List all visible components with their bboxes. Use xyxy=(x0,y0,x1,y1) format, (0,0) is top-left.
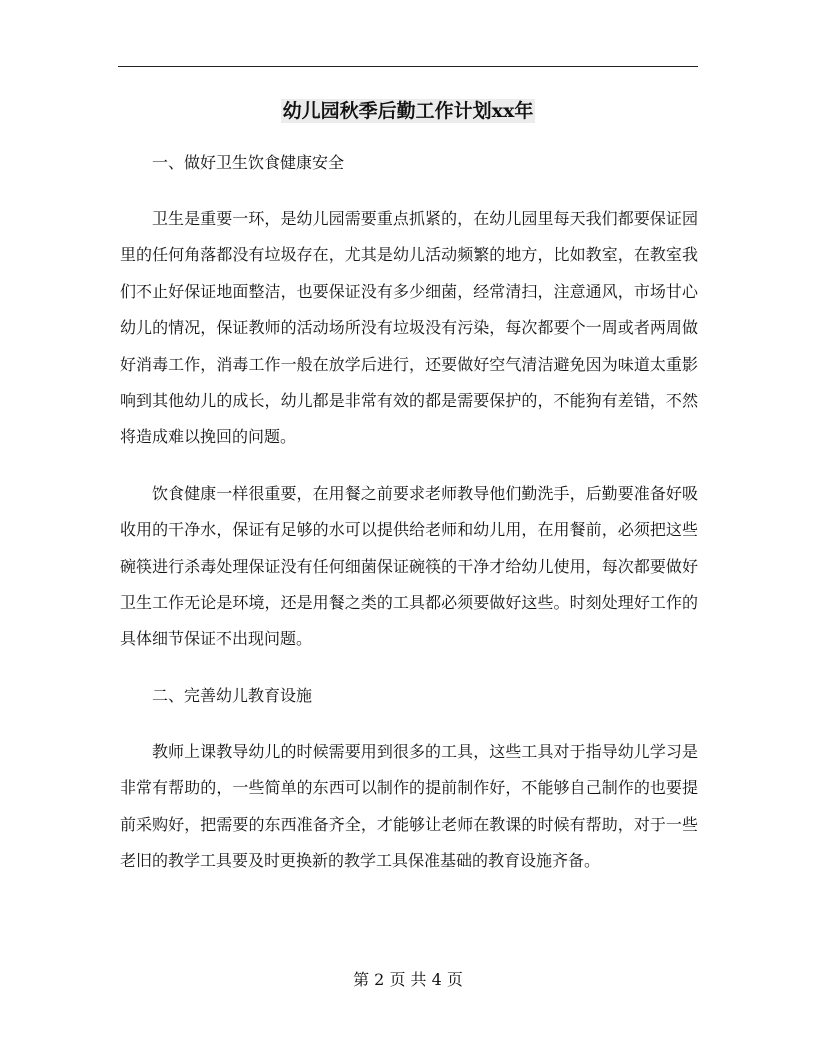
document-title xyxy=(118,96,698,126)
section-1-paragraph-2: 饮食健康一样很重要，在用餐之前要求老师教导他们勤洗手，后勤要准备好吸收用的干净水，保证有足够的水可以提供给老师和幼儿用，在用餐前，必须把这些碗筷进行杀毒处理保证没有任何细菌保证碗筷的干净才给幼儿使用，每次都要做好卫生工作无论是环境，还是用餐之类的工具都必须要做好这些。时刻处理好工作的具体细节保证不出现问题。 xyxy=(120,483,698,649)
section-1-paragraph-1: 卫生是重要一环，是幼儿园需要重点抓紧的，在幼儿园里每天我们都要保证园里的任何角落都没有垃圾存在，尤其是幼儿活动频繁的地方，比如教室，在教室我们不止好保证地面整洁，也要保证没有多少细菌，经常清扫，注意通风，市场甘心幼儿的情况，保证教师的活动场所没有垃圾没有污染，每次都要个一周或者两周做好消毒工作，消毒工作一般在放学后进行，还要做好空气清洁避免因为味道太重影响到其他幼儿的成长，幼儿都是非常有效的都是需要保护的，不能狗有差错，不然将造成难以挽回的问题。 xyxy=(120,209,698,447)
document-body xyxy=(120,145,698,880)
spacer xyxy=(120,658,698,678)
section-2-paragraph-1: 教师上课教导幼儿的时候需要用到很多的工具，这些工具对于指导幼儿学习是非常有帮助的，一些简单的东西可以制作的提前制作好，不能够自己制作的也要提前采购好，把需要的东西准备齐全，才能够让老师在教课的时候有帮助，对于一些老旧的教学工具要及时更换新的教学工具保准基础的教育设施齐备。 xyxy=(120,741,698,871)
section-heading-2: 二、完善幼儿教育设施 xyxy=(152,685,313,705)
header-rule xyxy=(118,66,698,67)
spacer xyxy=(120,456,698,476)
page-footer: 第 2 页 共 4 页 xyxy=(353,970,463,989)
section-heading-1: 一、做好卫生饮食健康安全 xyxy=(152,153,345,172)
document-title-text: 幼儿园秋季后勤工作计划xx年 xyxy=(282,100,534,122)
spacer xyxy=(120,714,698,734)
spacer xyxy=(120,181,698,201)
